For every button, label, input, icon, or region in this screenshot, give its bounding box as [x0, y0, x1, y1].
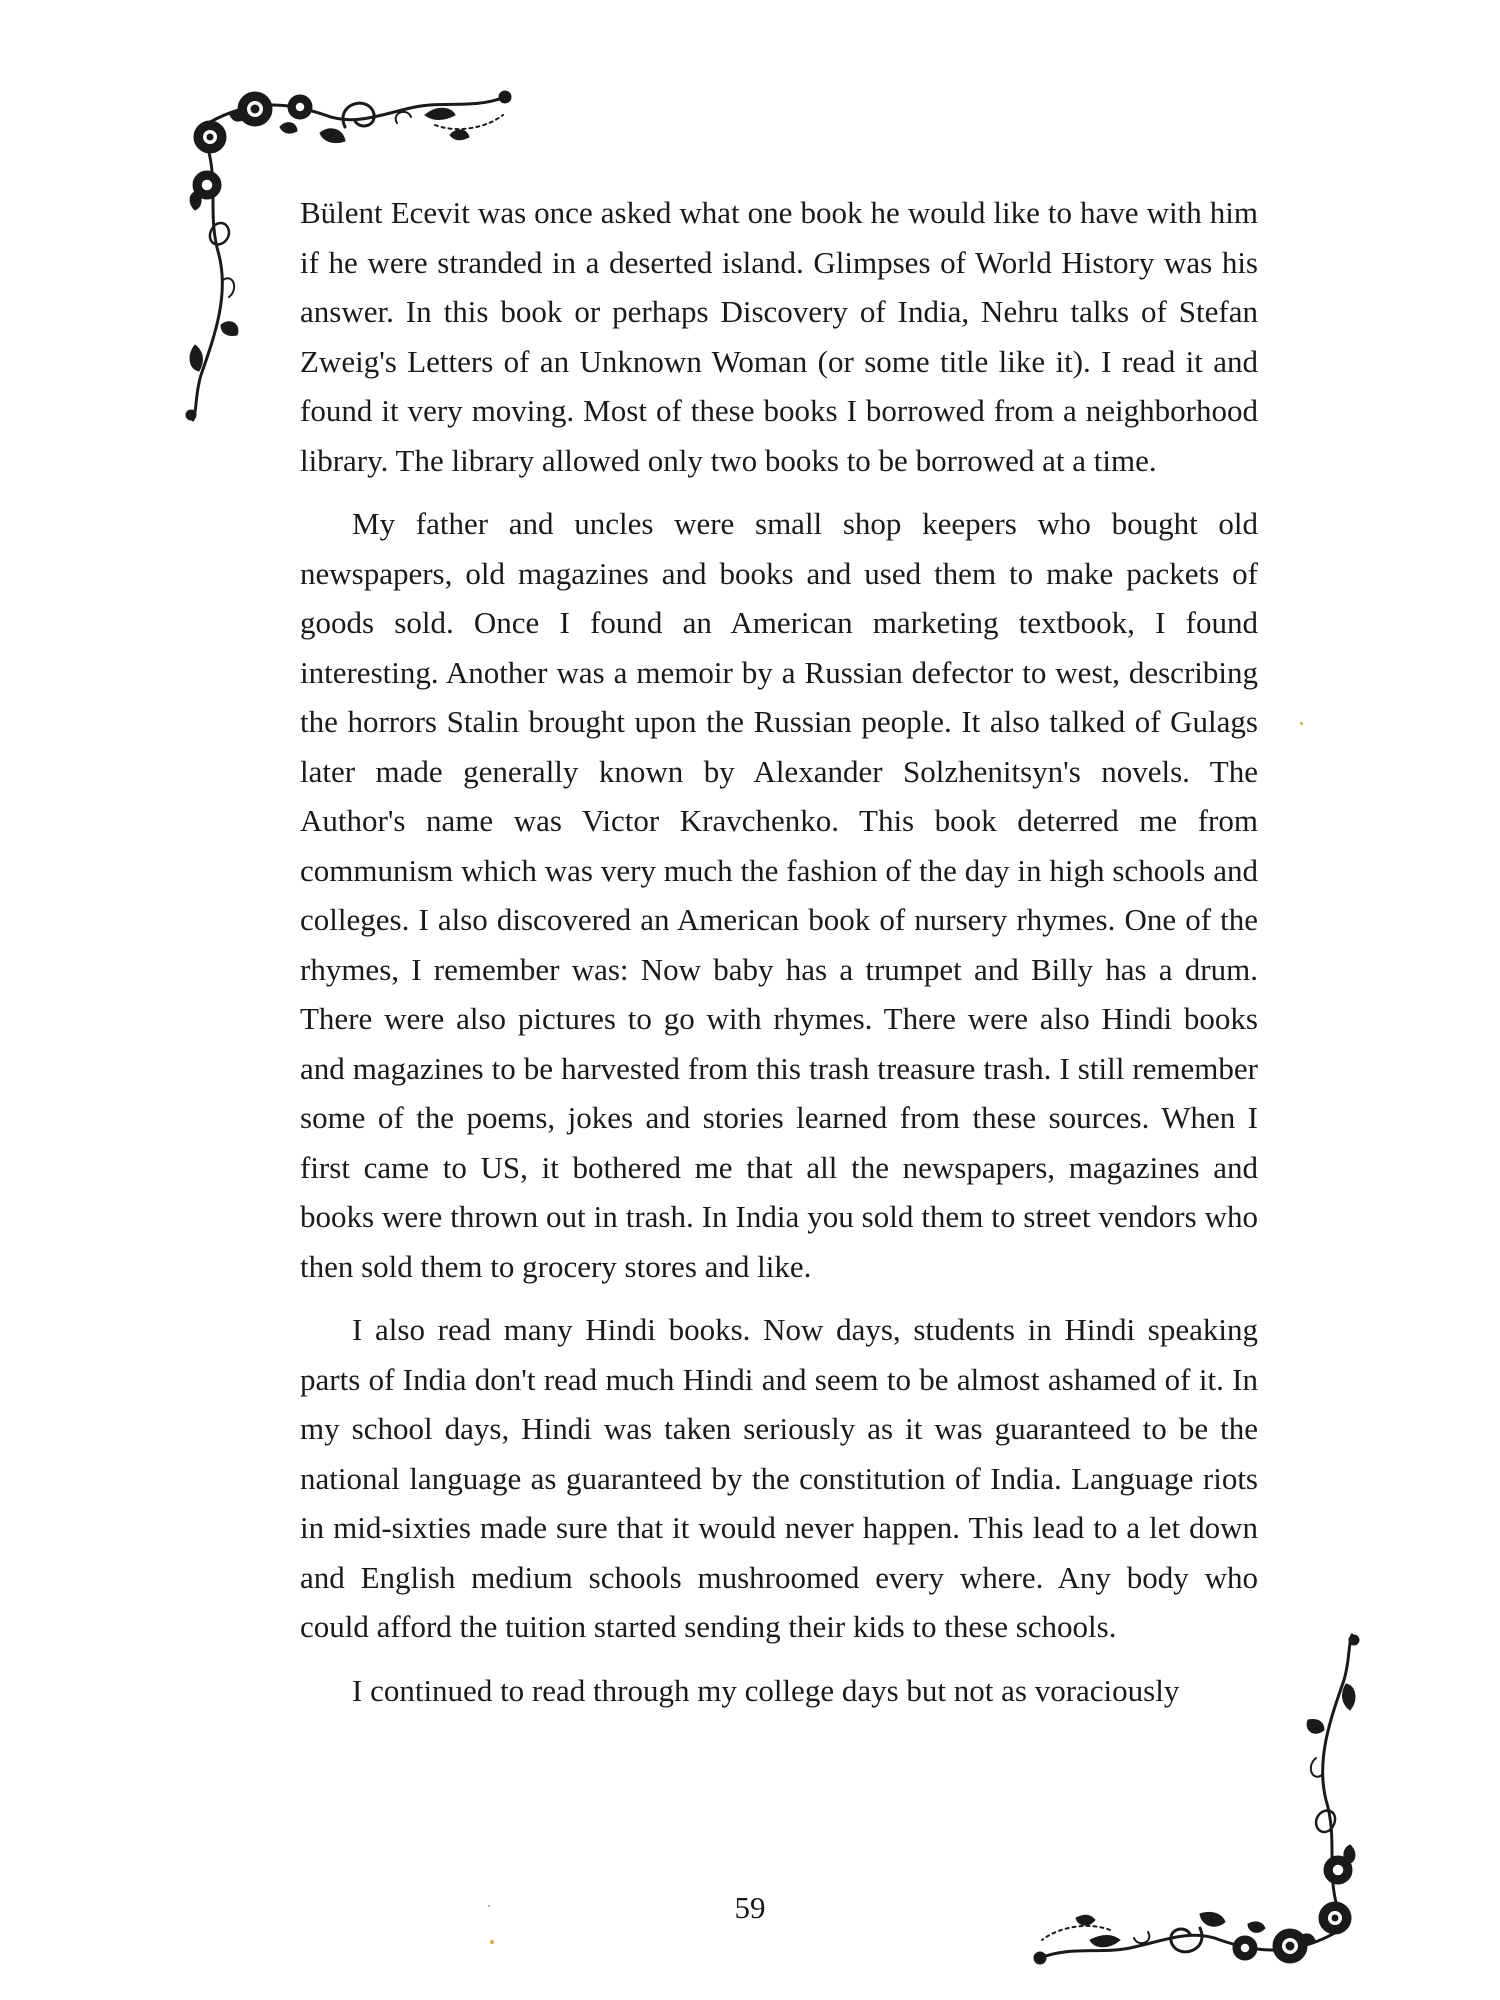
paragraph-2: My father and uncles were small shop keepers who bought old newspapers, old magazines and books and used them to make packets of goods sold. Once I found an American marketing textbook, I found interesting. Another was a memoir by a Russian defector to west, describing the horrors Stalin brought upon the Russian people. It also talked of Gulags later made generally known by Alexander Solzhenitsyn's novels. The Author's name was Victor Kravchenko. This book deterred me from communism which was very much the fashion of the day in high schools and colleges. I also discovered an American book of nursery rhymes. One of the rhymes, I remember was: Now baby has a trumpet and Billy has a drum. There were also pictures to go with rhymes. There were also Hindi books and magazines to be harvested from this trash treasure trash. I still remember some of the poems, jokes and stories learned from these sources. When I first came to US, it bothered me that all the newspapers, magazines and books were thrown out in trash. In India you sold them to street vendors who then sold them to grocery stores and like.: [300, 506, 1258, 1284]
scan-speck: [488, 1905, 490, 1907]
scan-speck: [1300, 722, 1303, 725]
page-number: 59: [734, 1890, 766, 1925]
paragraph-3: I also read many Hindi books. Now days, students in Hindi speaking parts of India don't read much Hindi and seem to be almost ashamed of it. In my school days, Hindi was taken seriously as it was guaranteed to be the national language as guaranteed by the constitution of India. Language riots in mid-sixties made sure that it would never happen. This lead to a let down and English medium schools mushroomed every where. Any body who could afford the tuition started sending their kids to these schools.: [300, 1312, 1258, 1644]
paragraph-4: I continued to read through my college days but not as voraciously: [352, 1672, 1180, 1708]
body-text: [300, 188, 1258, 1729]
paragraph-1: Bülent Ecevit was once asked what one book he would like to have with him if he were stranded in a deserted island. Glimpses of World History was his answer. In this book or perhaps Discovery of India, Nehru talks of Stefan Zweig's Letters of an Unknown Woman (or some title like it). I read it and found it very moving. Most of these books I borrowed from a neighborhood library. The library allowed only two books to be borrowed at a time.: [300, 195, 1258, 478]
scan-speck: [490, 1940, 494, 1944]
